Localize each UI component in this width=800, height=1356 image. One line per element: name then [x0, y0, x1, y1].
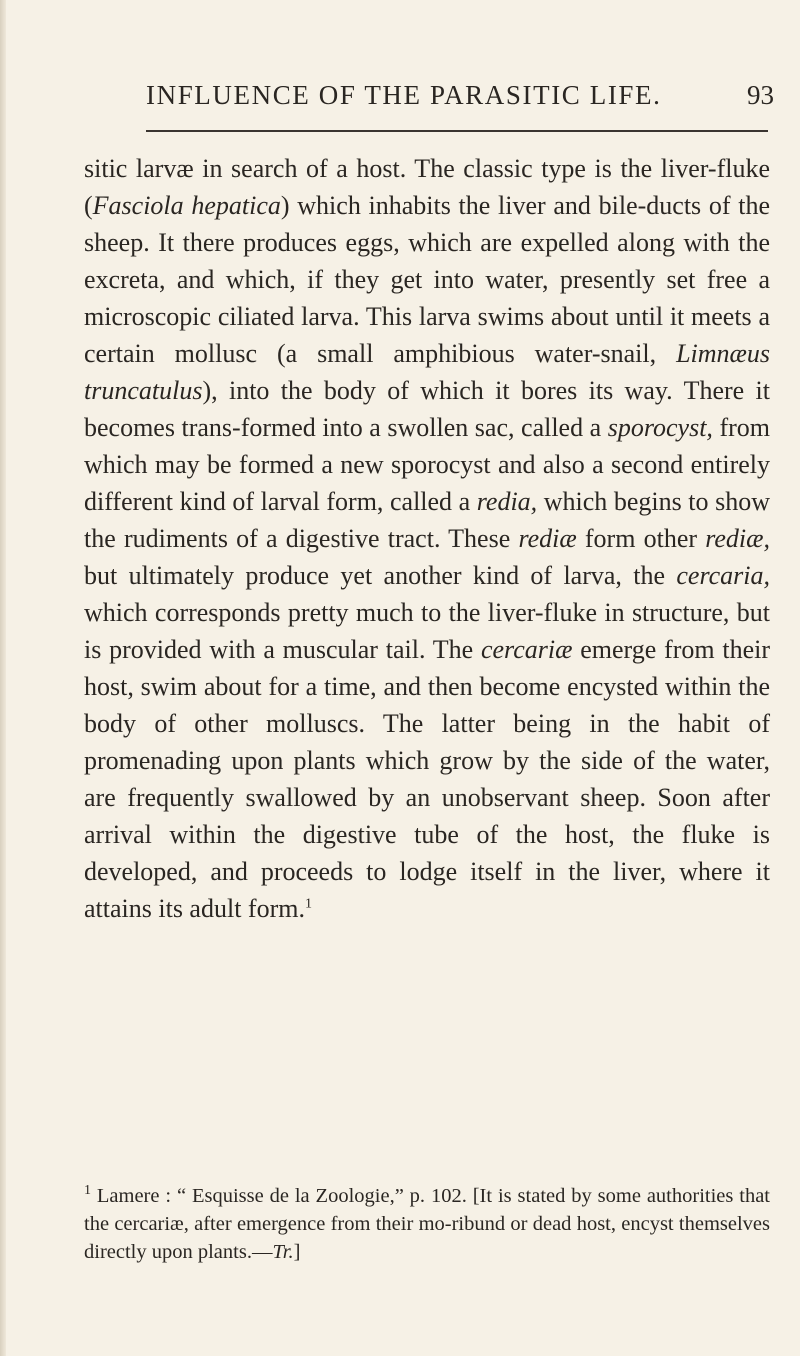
footnote-text: Lamere : “ Esquisse de la Zoologie,” p. 102. [It is stated by some authorities that the cercariæ, after emergence from their mo-ribund or dead host, encyst themselves directly upon plants.—: [84, 1185, 770, 1263]
body-paragraph: [84, 150, 770, 927]
italic-term-rediae: rediæ: [518, 524, 577, 553]
header-rule: [146, 130, 768, 132]
text-run: ), into the body of which it bores its way. There it becomes trans-formed into a swollen sac, called a: [84, 376, 770, 442]
page-gutter-shadow: [0, 0, 6, 1356]
page-number: 93: [747, 80, 774, 110]
footnote: [84, 1182, 770, 1266]
text-run: but ultimately produce yet another kind of larva, the: [84, 561, 677, 590]
italic-term-redia: redia,: [476, 487, 538, 516]
text-run: which begins to show the rudiments of a digestive tract. These: [84, 487, 770, 553]
footnote-text-end: ]: [293, 1241, 301, 1263]
running-head: INFLUENCE OF THE PARASITIC LIFE.: [146, 80, 662, 110]
text-run: emerge from their host, swim about for a time, and then become encysted within the body of other molluscs. The latter being in the habit of promenading upon plants which grow by the side of the water, are frequently swallowed by an unobservant sheep. Soon after arrival within the digestive tube of the host, the fluke is developed, and proceeds to lodge itself in the liver, where it attains its adult form.: [84, 635, 770, 923]
italic-term-fasciola-hepatica: Fasciola hepatica: [92, 191, 281, 220]
text-run: which corresponds pretty much to the liver-fluke in structure, but is provided with a muscular tail. The: [84, 598, 770, 664]
translator-abbreviation: Tr.: [272, 1241, 294, 1263]
italic-term-sporocyst: sporocyst,: [607, 413, 713, 442]
text-run: form other: [576, 524, 706, 553]
footnote-reference: 1: [304, 896, 312, 912]
italic-term-cercariae: cercariæ: [480, 635, 573, 664]
footnote-marker: 1: [84, 1183, 91, 1199]
text-run: from which may be formed a new sporocyst and also a second entirely different kind of larval form, called a: [84, 413, 770, 516]
text-run: ) which inhabits the liver and bile-ducts of the sheep. It there produces eggs, which are expelled along with the excreta, and which, if they get into water, presently set free a microscopic ciliated larva. This larva swims about until it meets a certain mollusc (a small amphibious water-snail,: [84, 191, 770, 368]
text-run: sitic larvæ in search of a host. The classic type is the liver-fluke (: [84, 154, 770, 220]
italic-term-cercaria: cercaria,: [676, 561, 770, 590]
italic-term-rediae: rediæ,: [705, 524, 770, 553]
italic-term-limnaeus-truncatulus: Limnæus truncatulus: [84, 339, 770, 405]
page-header: [84, 80, 774, 116]
